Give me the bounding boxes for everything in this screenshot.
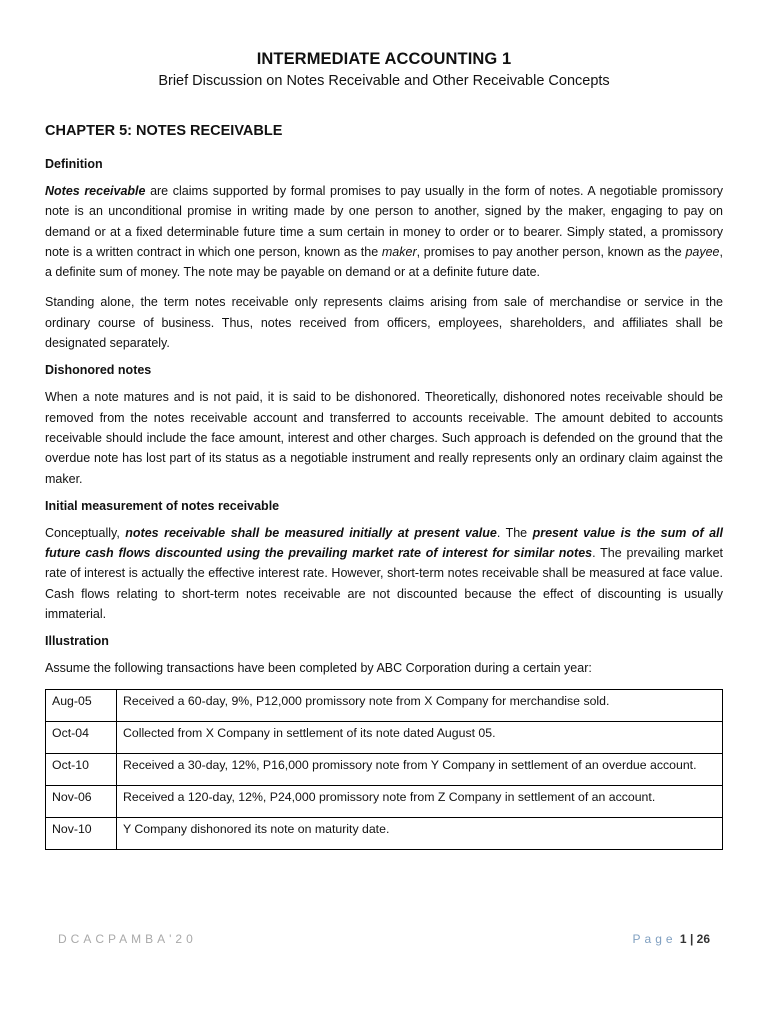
term-notes-receivable: Notes receivable — [45, 184, 146, 198]
transaction-description: Y Company dishonored its note on maturity date. — [117, 817, 723, 849]
table-row — [46, 721, 723, 753]
page-separator: | — [689, 932, 694, 946]
transaction-description: Collected from X Company in settlement of its note dated August 05. — [117, 721, 723, 753]
document-title: INTERMEDIATE ACCOUNTING 1 — [256, 50, 512, 68]
transaction-date: Aug-05 — [46, 689, 117, 721]
initial-measurement-paragraph: Conceptually, notes receivable shall be measured initially at present value. The present value is the sum of all future cash flows discounted using the prevailing market rate of interest for similar notes. The prevailing market rate of interest is actually the effective interest rate. However, short-term notes receivable shall be measured at face value. Cash flows relating to short-term notes receivable are not discounted because the effect of discounting is usually immaterial. — [45, 525, 723, 622]
transaction-date: Nov-06 — [46, 785, 117, 817]
term-maker: maker — [381, 244, 417, 259]
illustration-heading: Illustration — [45, 634, 109, 649]
transaction-description: Received a 60-day, 9%, P12,000 promissory note from X Company for merchandise sold. — [117, 689, 723, 721]
transactions-table — [45, 689, 723, 850]
transaction-date: Oct-04 — [46, 721, 117, 753]
table-row — [46, 817, 723, 849]
illustration-intro: Assume the following transactions have been completed by ABC Corporation during a certain year: — [45, 661, 592, 676]
table-row — [46, 753, 723, 785]
page-number — [633, 932, 710, 946]
transaction-description: Received a 120-day, 12%, P24,000 promissory note from Z Company in settlement of an account. — [117, 785, 723, 817]
definition-heading: Definition — [45, 157, 103, 171]
document-subtitle: Brief Discussion on Notes Receivable and Other Receivable Concepts — [158, 73, 610, 89]
document-page — [45, 46, 723, 850]
definition-paragraph-2: Standing alone, the term notes receivable only represents claims arising from sale of merchandise or service in the ordinary course of business. Thus, notes received from officers, employees, shareholders, and affiliates shall be designated separately. — [45, 295, 723, 351]
dishonored-paragraph: When a note matures and is not paid, it is said to be dishonored. Theoretically, dishonored notes receivable should be removed from the notes receivable account and transferred to accounts receivable. The amount debited to accounts receivable should include the face amount, interest and other charges. Such approach is defended on the ground that the overdue note has lost part of its status as a negotiable instrument and really represents only an ordinary claim against the maker. — [45, 390, 723, 486]
initial-measurement-heading: Initial measurement of notes receivable — [45, 498, 280, 513]
table-row — [46, 689, 723, 721]
page-current: 1 — [679, 932, 687, 946]
term-payee: payee — [685, 244, 720, 259]
transaction-date: Oct-10 — [46, 753, 117, 785]
definition-paragraph-1: Notes receivable are claims supported by formal promises to pay usually in the form of notes. A negotiable promissory note is an unconditional promise in writing made by one person to another, signed by the maker, engaging to pay on demand or at a fixed determinable future time a sum certain in money to order or to bearer. Simply stated, a promissory note is a written contract in which one person, known as the maker, promises to pay another person, known as the payee, a definite sum of money. The note may be payable on demand or at a definite future date. — [45, 184, 724, 280]
page-total: 26 — [696, 932, 710, 946]
page-label: Page — [632, 932, 677, 946]
transaction-description: Received a 30-day, 12%, P16,000 promissory note from Y Company in settlement of an overdue account. — [117, 753, 723, 785]
transaction-date: Nov-10 — [46, 817, 117, 849]
footer-author: DCACPAMBA'20 — [58, 932, 197, 946]
dishonored-heading: Dishonored notes — [45, 363, 152, 378]
chapter-heading: CHAPTER 5: NOTES RECEIVABLE — [45, 123, 283, 139]
table-row — [46, 785, 723, 817]
